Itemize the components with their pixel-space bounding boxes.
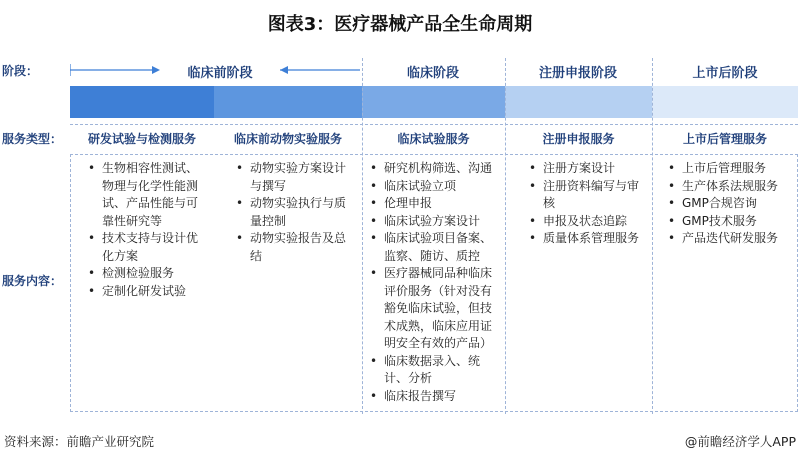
service-item: • 动物实验执行与质量控制: [234, 195, 356, 230]
service-type-clinical: 临床试验服务: [397, 132, 470, 146]
service-type-registration: 注册申报服务: [542, 132, 615, 146]
stage-bar-post-market: [652, 86, 798, 118]
service-list-registration: [527, 160, 645, 248]
stage-bar-registration: [505, 86, 652, 118]
service-item: • GMP技术服务: [666, 213, 798, 231]
service-item: • 注册资料编写与审核: [527, 178, 645, 213]
service-item: • 检测检验服务: [86, 265, 208, 283]
service-item: • 生物相容性测试、物理与化学性能测试、产品性能与可靠性研究等: [86, 160, 208, 230]
service-item: • 注册方案设计: [527, 160, 645, 178]
service-item: • 动物实验报告及总结: [234, 230, 356, 265]
service-item: • 临床试验项目备案、监察、随访、质控: [368, 230, 502, 265]
page-title: 图表3：医疗器械产品全生命周期: [267, 14, 533, 35]
service-item: • 申报及状态追踪: [527, 213, 645, 231]
stage-bar-preclinical-animal: [214, 86, 362, 118]
service-item: • 生产体系法规服务: [666, 178, 798, 196]
service-item: • 临床报告撰写: [368, 388, 502, 406]
service-item: • GMP合规咨询: [666, 195, 798, 213]
service-item: • 研究机构筛选、沟通: [368, 160, 502, 178]
service-list-research: [86, 160, 208, 300]
stage-row-label: 阶段：: [2, 64, 39, 78]
stage-label-preclinical: 临床前阶段: [187, 66, 253, 81]
brand-credit: @前瞻经济学人APP: [684, 434, 796, 449]
service-item: • 医疗器械同品种临床评价服务（针对没有豁免临床试验，但技术成熟，临床应用证明安全有效的产品）: [368, 265, 502, 353]
stage-label-registration: 注册申报阶段: [538, 66, 617, 81]
service-item: • 产品迭代研发服务: [666, 230, 798, 248]
service-item: • 定制化研发试验: [86, 283, 208, 301]
service-list-post-market: [666, 160, 798, 248]
service-type-row-label: 服务类型：: [2, 132, 63, 146]
stage-bar-research: [70, 86, 214, 118]
service-item: • 技术支持与设计优化方案: [86, 230, 208, 265]
service-list-animal: [234, 160, 356, 265]
service-type-animal: 临床前动物实验服务: [233, 132, 342, 146]
service-item: • 质量体系管理服务: [527, 230, 645, 248]
stage-label-clinical: 临床阶段: [406, 66, 459, 81]
service-item: • 临床试验方案设计: [368, 213, 502, 231]
stage-label-post-market: 上市后阶段: [692, 66, 758, 81]
service-item: • 临床试验立项: [368, 178, 502, 196]
stage-bar-clinical: [362, 86, 505, 118]
service-item: • 伦理申报: [368, 195, 502, 213]
service-list-clinical: [368, 160, 502, 405]
service-item: • 临床数据录入、统计、分析: [368, 353, 502, 388]
service-item: • 动物实验方案设计与撰写: [234, 160, 356, 195]
divider-horizontal-top: [70, 124, 798, 126]
service-type-research: 研发试验与检测服务: [87, 132, 196, 146]
service-item: • 上市后管理服务: [666, 160, 798, 178]
source-note: 资料来源：前瞻产业研究院: [4, 434, 155, 449]
service-type-post-market: 上市后管理服务: [682, 132, 767, 146]
service-content-row-label: 服务内容：: [2, 274, 63, 288]
